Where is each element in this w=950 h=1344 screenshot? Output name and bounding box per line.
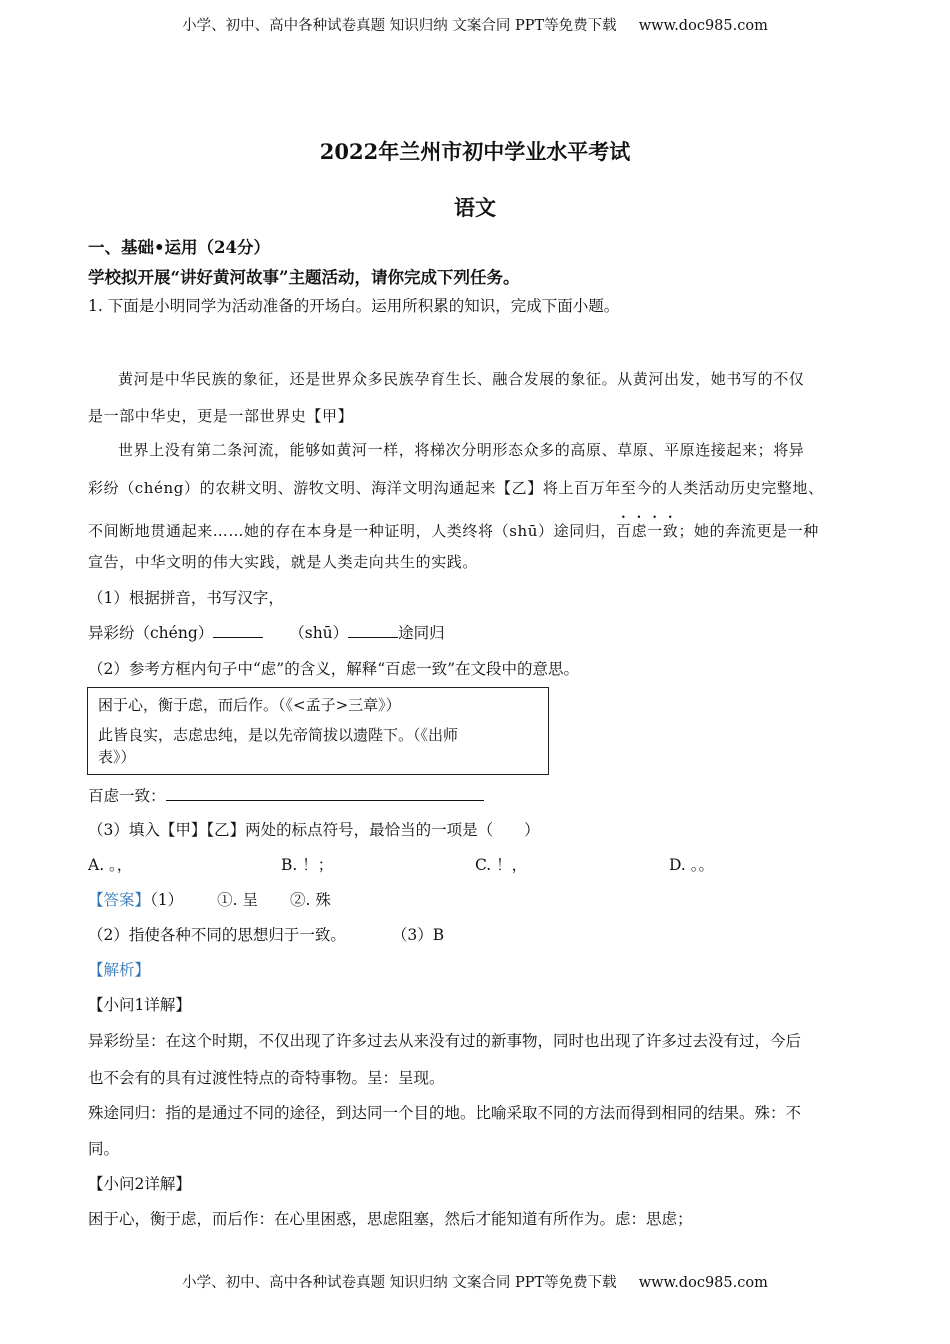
option-a[interactable]: A. 。， [88,856,133,874]
passage-p2-line4: 宣告，中华文明的伟大实践，就是人类走向共生的实践。 [88,553,479,571]
passage-p1-line1: 黄河是中华民族的象征，还是世界众多民族孕育生长、融合发展的象征。从黄河出发，她书写的不仅 [118,370,805,388]
sub-question-3-prompt: （3）填入【甲】【乙】两处的标点符号，最恰当的一项是（ ） [88,821,540,839]
section-heading: 一、基础•运用（24分） [88,238,271,257]
header-url[interactable]: www.doc985.com [638,18,768,34]
passage-p2-line3-b: ；她的奔流更是一种 [678,522,819,540]
task-statement: 学校拟开展“讲好黄河故事”主题活动，请你完成下列任务。 [88,268,520,287]
reference-quote-box [87,687,549,775]
page-header [0,14,950,35]
analysis-q1-line3: 殊途同归：指的是通过不同的途径，到达同一个目的地。比喻采取不同的方法而得到相同的结果。殊：不 [88,1104,802,1122]
passage-p2-line3-a: 不间断地贯通起来……她的存在本身是一种证明，人类终将（shū）途同归， [88,522,617,540]
analysis-q1-line4: 同。 [88,1140,120,1158]
answer-line-2 [88,923,444,945]
fill-b-tail: 途同归 [398,624,445,642]
header-text: 小学、初中、高中各种试卷真题 知识归纳 文案合同 PPT等免费下载 [182,18,617,34]
passage-p2-line3 [88,513,819,541]
passage-p2-line2: 彩纷（chéng）的农耕文明、游牧文明、海洋文明沟通起来【乙】将上百万年至今的人类活动历史完整地、 [88,479,824,497]
sub-question-1-prompt: （1）根据拼音，书写汉字， [88,589,284,607]
fill-blank-b[interactable] [348,623,398,638]
answer-blank[interactable] [166,786,484,801]
emphasized-phrase: 百虑一致 [616,522,679,540]
answer-3: （3）B [391,926,445,944]
answer-tag: 【答案】 [88,891,151,909]
answer-label: 百虑一致： [88,787,166,805]
answer-line-1 [88,888,331,910]
passage-p1-line2: 是一部中华史，更是一部世界史【甲】 [88,407,354,425]
fill-b-label: （shū） [289,624,349,642]
analysis-q2-line1: 困于心，衡于虑，而后作：在心里困惑，思虑阻塞，然后才能知道有所作为。虑：思虑； [88,1210,693,1228]
answer-2: （2）指使各种不同的思想归于一致。 [88,926,346,944]
option-b[interactable]: B. ！； [281,856,334,874]
analysis-tag: 【解析】 [88,961,151,979]
analysis-q1-title: 【小问1详解】 [88,996,191,1014]
analysis-q1-line1: 异彩纷呈：在这个时期，不仅出现了许多过去从来没有过的新事物，同时也出现了许多过去没有过，今后 [88,1032,802,1050]
sub-question-1-fill [88,621,445,643]
answer-1-a: ①. 呈 [217,891,258,909]
sub-question-2-prompt: （2）参考方框内句子中“虑”的含义，解释“百虑一致”在文段中的意思。 [88,660,580,678]
analysis-q2-title: 【小问2详解】 [88,1175,191,1193]
fill-a-label: 异彩纷（chéng） [88,624,214,642]
fill-blank-a[interactable] [213,623,263,638]
analysis-q1-line2: 也不会有的具有过渡性特点的奇特事物。呈：呈现。 [88,1069,445,1087]
passage-p2-line1: 世界上没有第二条河流，能够如黄河一样，将梯次分明形态众多的高原、草原、平原连接起来；将异 [118,441,805,459]
quote-line-3: 表》） [98,748,136,766]
exam-title: 2022年兰州市初中学业水平考试 [319,139,631,164]
answer-1-b: ②. 殊 [290,891,331,909]
exam-subject: 语文 [454,195,496,220]
footer-text: 小学、初中、高中各种试卷真题 知识归纳 文案合同 PPT等免费下载 [182,1275,617,1291]
question-1-intro: 1. 下面是小明同学为活动准备的开场白。运用所积累的知识，完成下面小题。 [88,297,620,315]
option-d[interactable]: D. 。。 [669,856,714,874]
page-footer [0,1271,950,1292]
quote-line-1: 困于心，衡于虑，而后作。（《<孟子>三章》） [98,696,401,714]
sub-question-2-answer-line [88,784,484,806]
answer-1-num: （1） [150,891,184,909]
footer-url[interactable]: www.doc985.com [638,1275,768,1291]
option-c[interactable]: C. ！， [475,856,528,874]
quote-line-2: 此皆良实，志虑忠纯，是以先帝简拔以遗陛下。（《出师 [98,726,459,744]
